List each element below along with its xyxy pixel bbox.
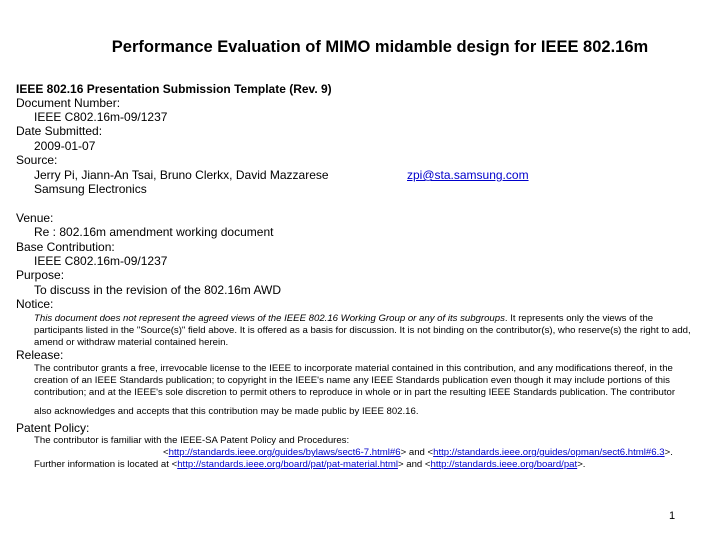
notice-label: Notice: [16, 297, 54, 311]
notice-italic-text: This document does not represent the agreed views of the IEEE 802.16 Working Group or any of its subgroups [34, 313, 505, 324]
and-text: > and < [400, 447, 434, 458]
venue-label: Venue: [16, 211, 54, 225]
release-label: Release: [16, 348, 64, 362]
pat-board-link[interactable]: http://standards.ieee.org/board/pat [430, 459, 578, 470]
patent-policy-line2 [163, 447, 673, 459]
venue-value: Re : 802.16m amendment working document [34, 225, 274, 239]
further-info-text: Further information is located at < [34, 459, 178, 470]
date-submitted-label: Date Submitted: [16, 124, 103, 138]
page-number: 1 [669, 510, 676, 522]
release-text-continued: also acknowledges and accepts that this contribution may be made public by IEEE 802.16. [34, 406, 419, 417]
end-text-2: >. [577, 459, 586, 470]
source-label: Source: [16, 153, 58, 167]
patent-policy-label: Patent Policy: [16, 421, 90, 435]
end-text: >. [664, 447, 673, 458]
purpose-label: Purpose: [16, 268, 65, 282]
source-email-link[interactable]: zpi@sta.samsung.com [407, 168, 529, 182]
and-text-2: > and < [397, 459, 431, 470]
document-number-label: Document Number: [16, 96, 121, 110]
open-bracket: < [163, 447, 169, 458]
template-heading: IEEE 802.16 Presentation Submission Template (Rev. 9) [16, 82, 332, 96]
notice-text [34, 313, 704, 349]
source-authors: Jerry Pi, Jiann-An Tsai, Bruno Clerkx, David Mazzarese [34, 168, 329, 182]
base-contribution-value: IEEE C802.16m-09/1237 [34, 254, 168, 268]
source-organization: Samsung Electronics [34, 182, 147, 196]
pat-material-link[interactable]: http://standards.ieee.org/board/pat/pat-material.html [177, 459, 398, 470]
base-contribution-label: Base Contribution: [16, 240, 115, 254]
opman-link[interactable]: http://standards.ieee.org/guides/opman/sect6.html#6.3 [433, 447, 665, 458]
date-submitted-value: 2009-01-07 [34, 139, 96, 153]
release-text: The contributor grants a free, irrevocable license to the IEEE to incorporate material contained in this contribution, and any modifications thereof, in the creation of an IEEE Standards publication; to copyright in the IEEE's name any IEEE Standards publication even though it may include portions of this contribution; and at the IEEE's sole discretion to permit others to reproduce in whole or in part the resulting IEEE Standards publication. The contributor [34, 363, 676, 398]
purpose-value: To discuss in the revision of the 802.16m AWD [34, 283, 282, 297]
page-title: Performance Evaluation of MIMO midamble design for IEEE 802.16m [111, 38, 649, 56]
patent-policy-line3 [34, 459, 585, 471]
bylaws-link[interactable]: http://standards.ieee.org/guides/bylaws/sect6-7.html#6 [168, 447, 401, 458]
notice-rest-text: . It represents only the views of the participants listed in the "Source(s)" field above. It is offered as a basis for discussion. It is not binding on the contributor(s), who reserve(s) the right to add, amend or withdraw material contained herein. [34, 313, 691, 348]
patent-policy-line1: The contributor is familiar with the IEEE-SA Patent Policy and Procedures: [34, 435, 350, 446]
document-number-value: IEEE C802.16m-09/1237 [34, 110, 168, 124]
